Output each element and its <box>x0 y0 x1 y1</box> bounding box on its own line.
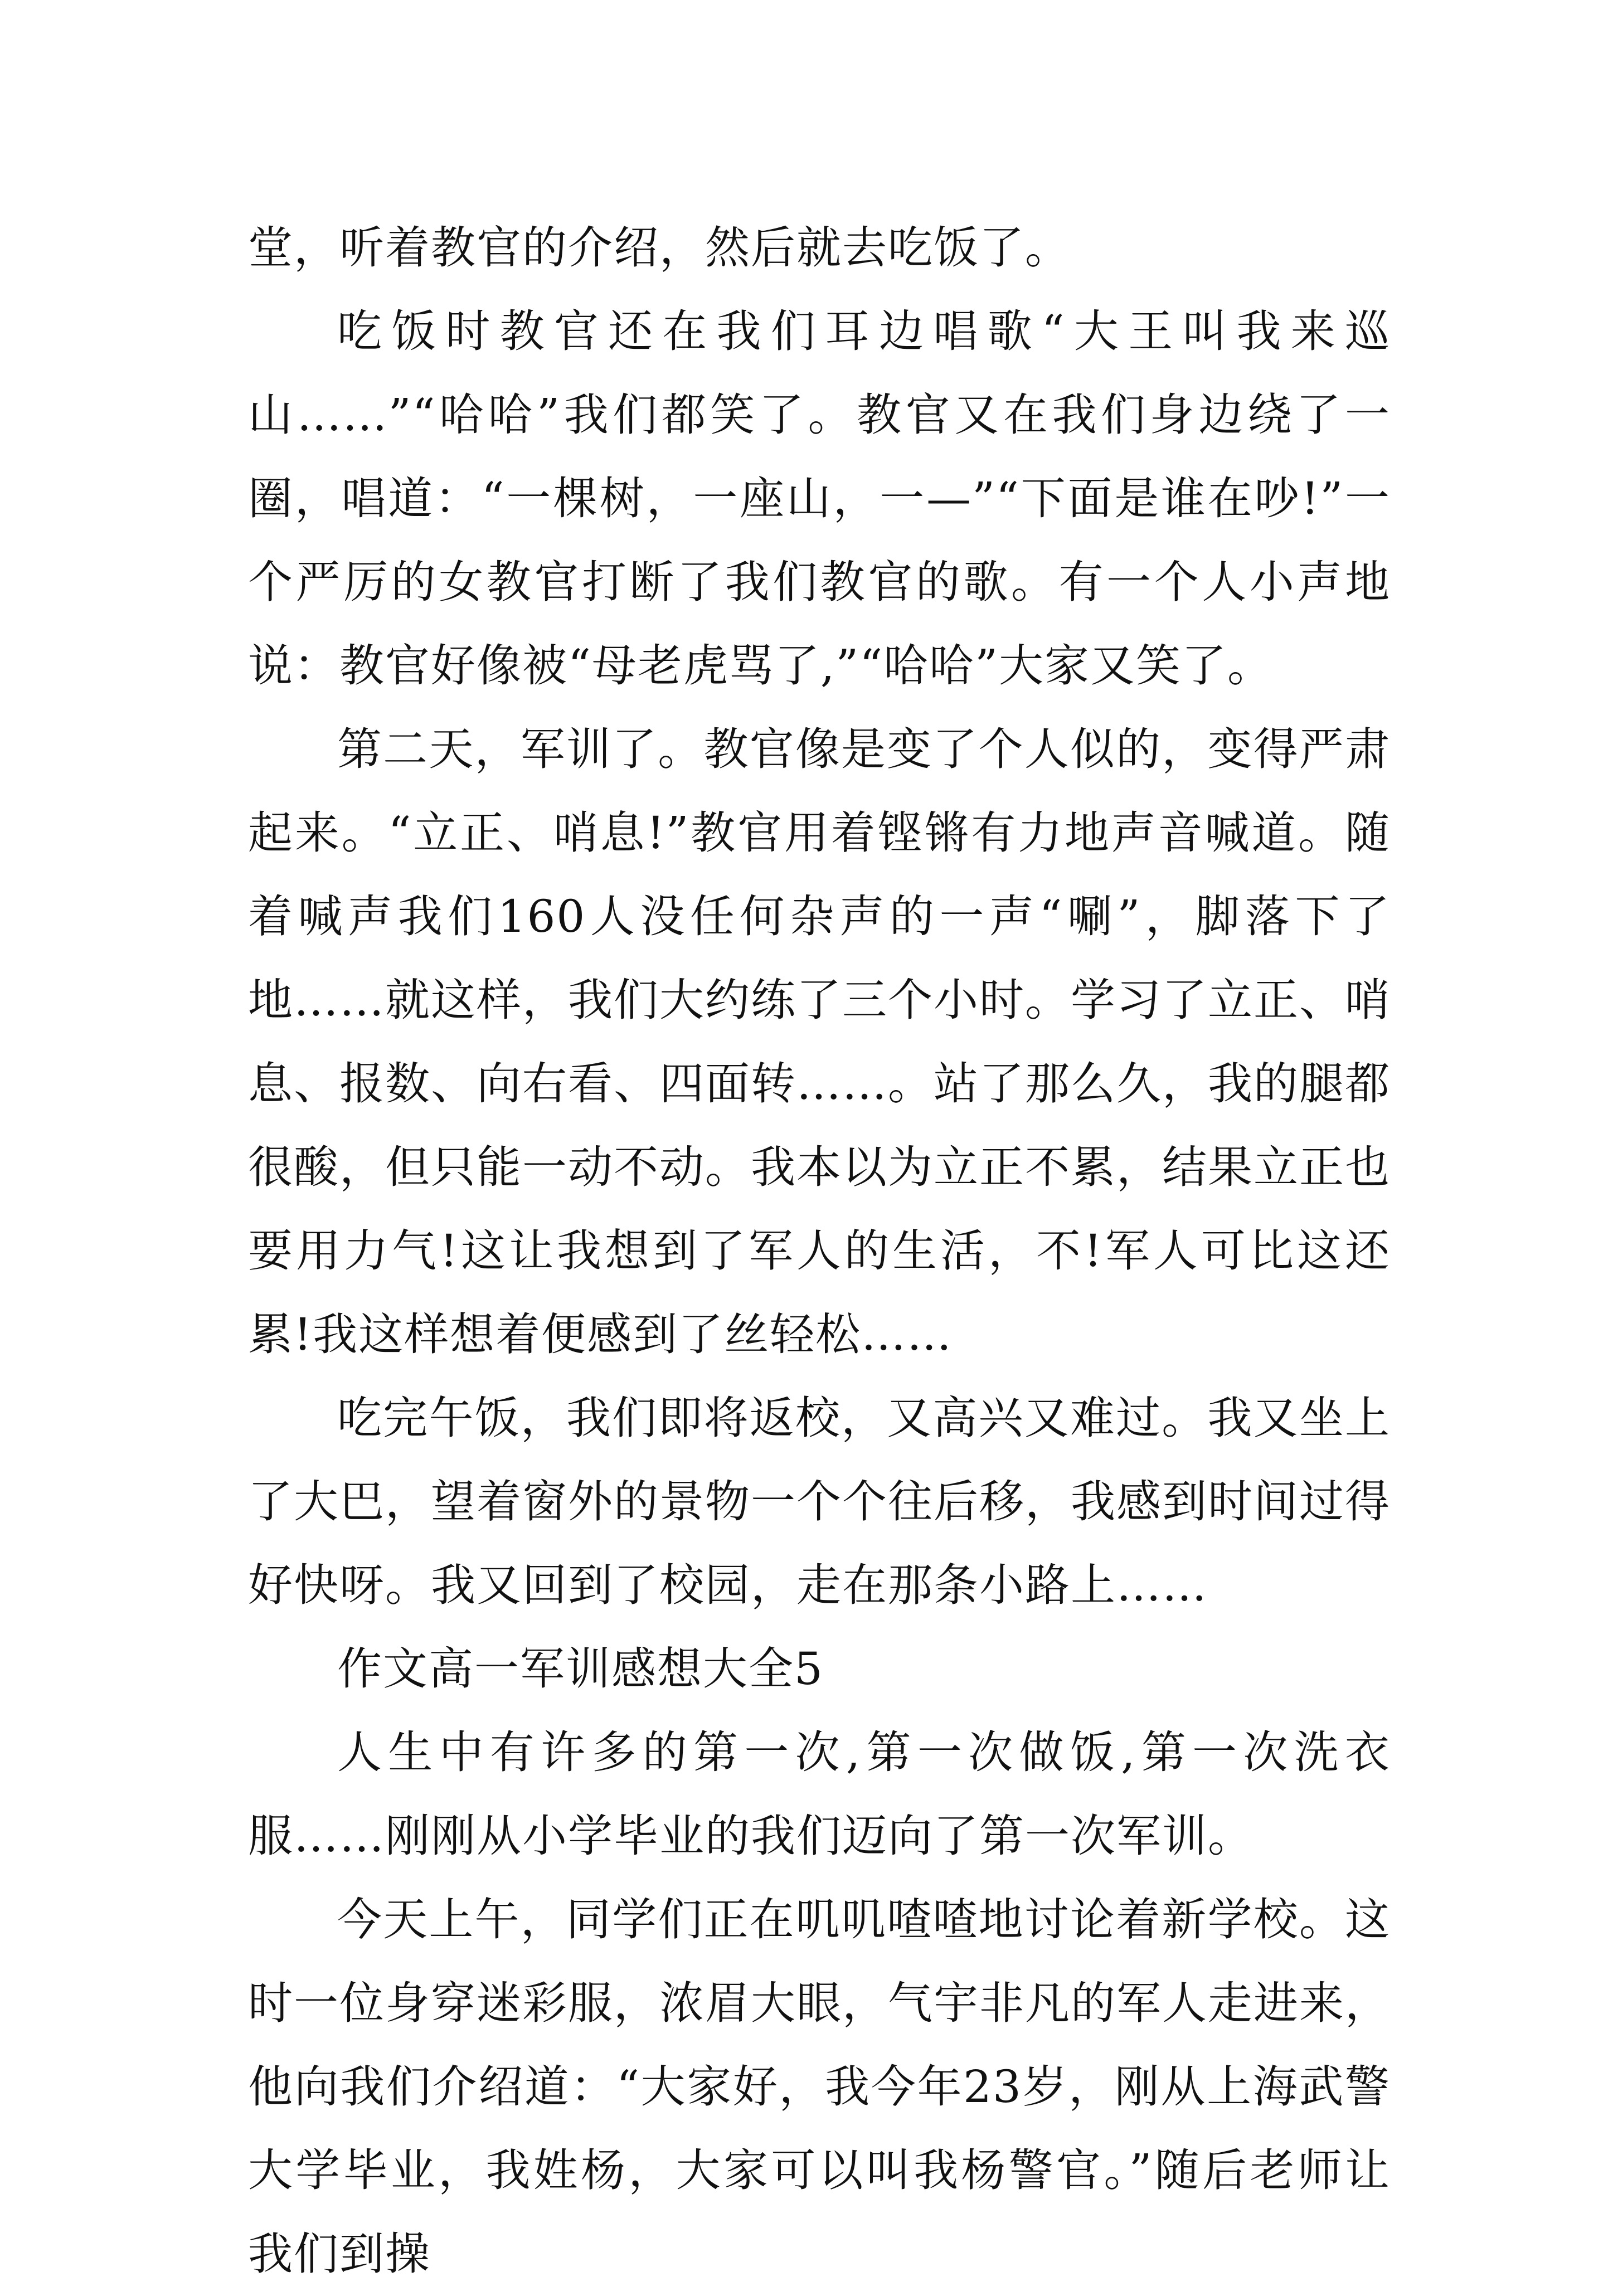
paragraph-continuation: 堂，听着教官的介绍，然后就去吃饭了。 <box>248 222 1071 274</box>
document-body <box>248 206 1391 2296</box>
paragraph-instructor-intro: 今天上午，同学们正在叽叽喳喳地讨论着新学校。这时一位身穿迷彩服，浓眉大眼，气宇非凡的军人走进来，他向我们介绍道：“大家好，我今年23岁，刚从上海武警大学毕业，我姓杨，大家可以叫我杨警官。”随后老师让我们到操 <box>248 1894 1391 2280</box>
paragraph-second-day-training: 第二天，军训了。教官像是变了个人似的，变得严肃起来。“立正、哨息!”教官用着铿锵有力地声音喊道。随着喊声我们160人没任何杂声的一声“唰”，脚落下了地……就这样，我们大约练了三个小时。学习了立正、哨息、报数、向右看、四面转……。站了那么久，我的腿都很酸，但只能一动不动。我本以为立正不累，结果立正也要用力气!这让我想到了军人的生活，不!军人可比这还累!我这样想着便感到了丝轻松…… <box>248 723 1391 1360</box>
essay-heading: 作文高一军训感想大全5 <box>337 1643 824 1695</box>
paragraph-lunch-song: 吃饭时教官还在我们耳边唱歌“大王叫我来巡山……”“哈哈”我们都笑了。教官又在我们身边绕了一圈，唱道：“一棵树，一座山，一—”“下面是谁在吵!”一个严厉的女教官打断了我们教官的歌。有一个人小声地说：教官好像被“母老虎骂了,”“哈哈”大家又笑了。 <box>248 305 1391 692</box>
paragraph-first-times: 人生中有许多的第一次,第一次做饭,第一次洗衣服……刚刚从小学毕业的我们迈向了第一次军训。 <box>248 1726 1391 1862</box>
paragraph-return-school: 吃完午饭，我们即将返校，又高兴又难过。我又坐上了大巴，望着窗外的景物一个个往后移，我感到时间过得好快呀。我又回到了校园，走在那条小路上…… <box>248 1392 1391 1611</box>
